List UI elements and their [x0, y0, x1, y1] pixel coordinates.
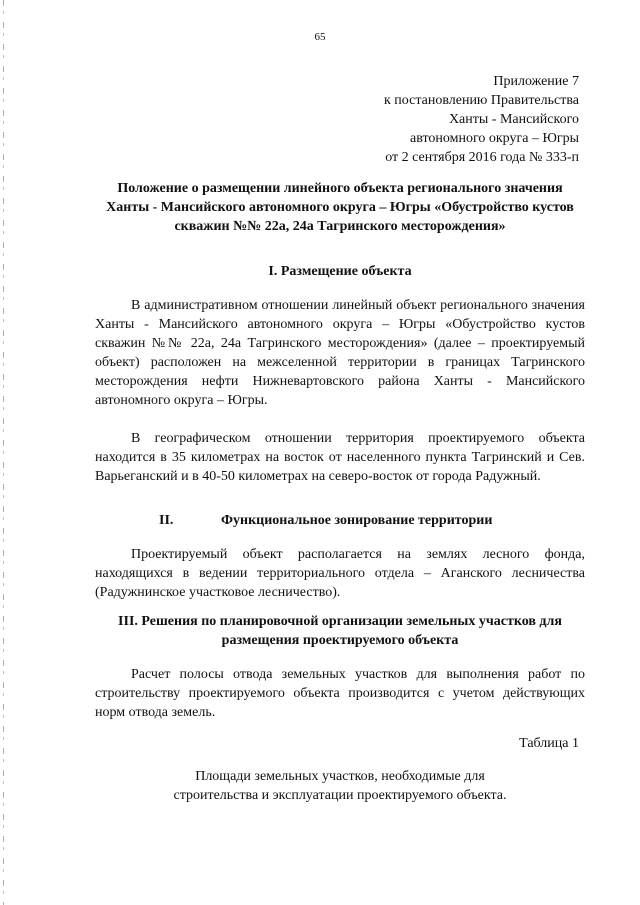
- appendix-line: к постановлению Правительства: [383, 93, 579, 108]
- section-3-paragraph-1: Расчет полосы отвода земельных участков для выполнения работ по строительству проектируемого объекта производится с учетом действующих норм отвода земель.: [95, 667, 585, 720]
- table-title-line: Площади земельных участков, необходимые для: [195, 769, 485, 784]
- section-1-paragraph-1: В административном отношении линейный объект регионального значения Ханты - Мансийского автономного округа – Югры «Обустройство кустов скважин №№ 22а, 24а Тагринского месторождения» (далее – проектируемый объект) расположен на межселенной территории в границах Тагринского месторождения нефти Нижневартовского района Ханты - Мансийского автономного округа – Югры.: [95, 298, 585, 408]
- section-2-heading: Функциональное зонирование территории: [221, 513, 493, 528]
- table-title: [95, 767, 585, 805]
- appendix-line: Приложение 7: [493, 74, 579, 89]
- page-number: 65: [314, 31, 326, 43]
- appendix-line: от 2 сентября 2016 года № 333-п: [385, 150, 579, 165]
- section-2-paragraph-1: Проектируемый объект располагается на землях лесного фонда, находящихся в ведении территориального отдела – Аганского лесничества (Радужнинское участковое лесничество).: [95, 547, 585, 600]
- appendix-line: Ханты - Мансийского: [448, 112, 579, 127]
- document-title: Положение о размещении линейного объекта регионального значения Ханты - Мансийского автономного округа – Югры «Обустройство кустов скважин №№ 22а, 24а Тагринского месторождения»: [106, 181, 574, 234]
- section-1-paragraph-2: В географическом отношении территория проектируемого объекта находится в 35 километрах на восток от населенного пункта Тагринский и Сев. Варьеганский и в 40-50 километрах на северо-восток от города Радужный.: [95, 431, 585, 484]
- section-1-heading: I. Размещение объекта: [268, 264, 412, 279]
- appendix-line: автономного округа – Югры: [410, 131, 579, 146]
- appendix-reference: [384, 72, 579, 167]
- section-2-number: II.: [159, 513, 174, 528]
- section-3-heading: III. Решения по планировочной организации земельных участков для размещения проектируемого объекта: [118, 614, 562, 648]
- table-label: Таблица 1: [519, 736, 579, 751]
- table-title-line: строительства и эксплуатации проектируемого объекта.: [173, 788, 507, 803]
- scan-edge-artifact: [3, 0, 4, 905]
